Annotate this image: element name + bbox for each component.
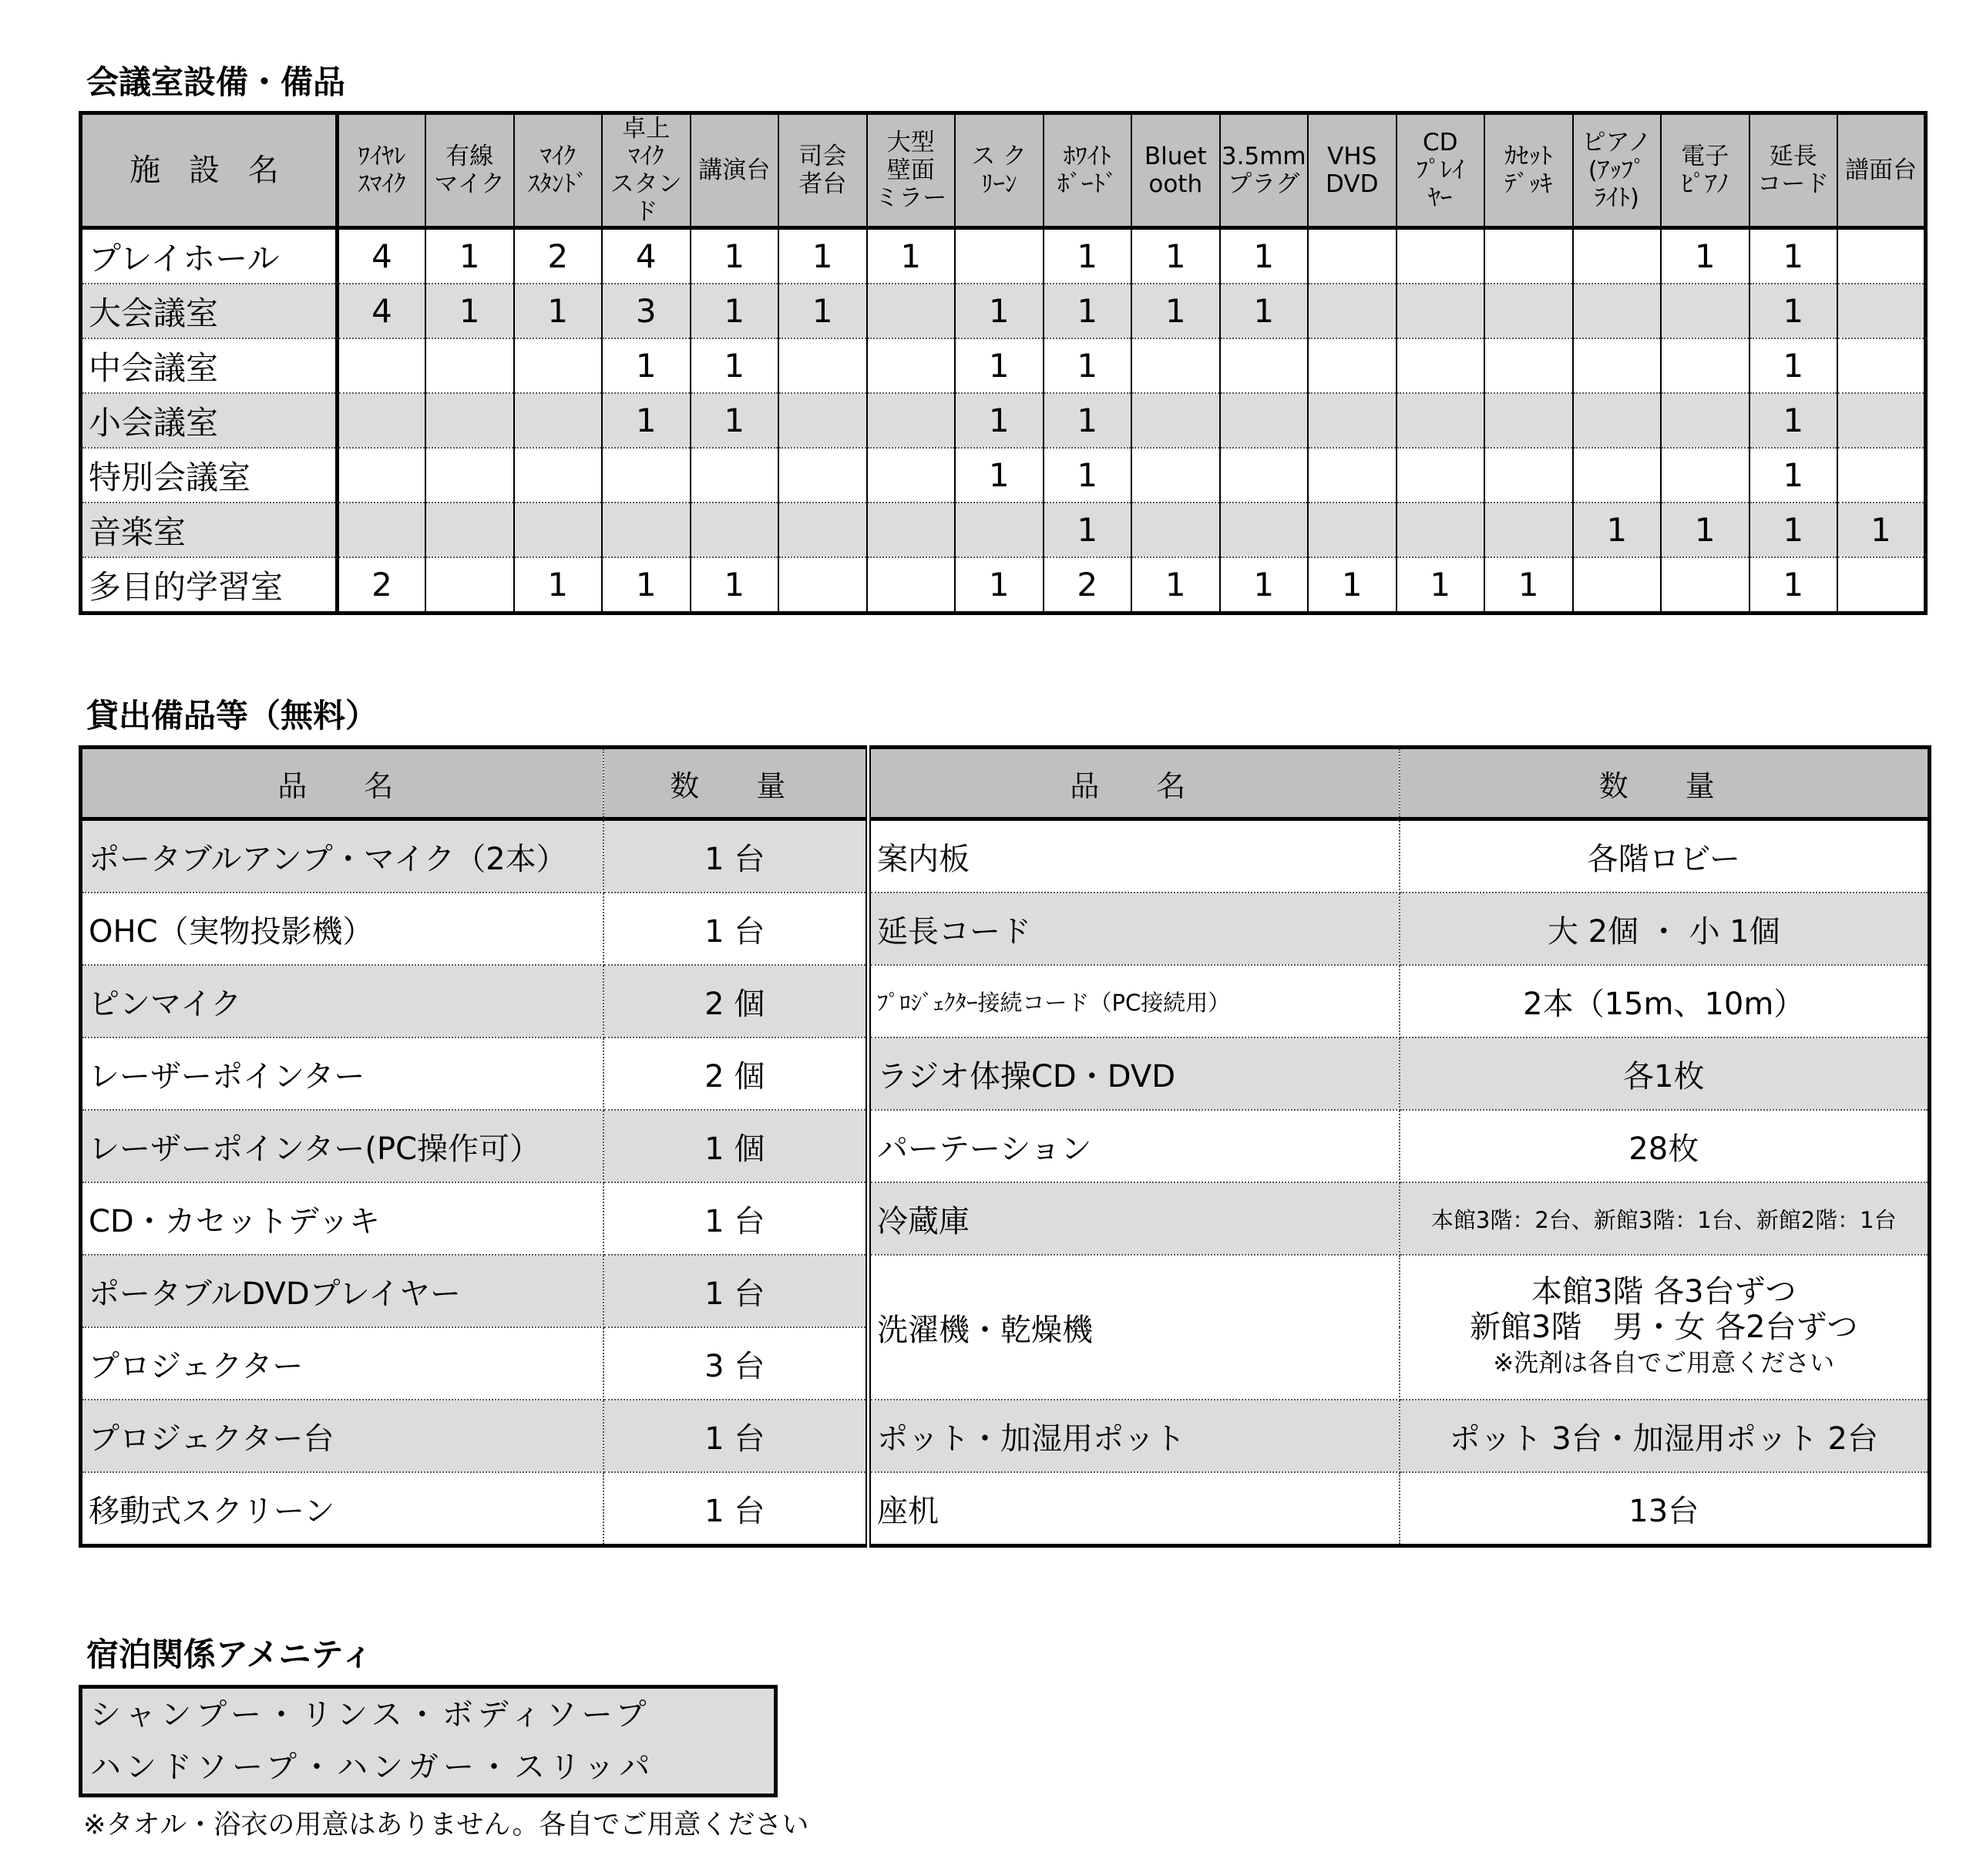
loan-item-quantity: 2 個: [603, 965, 869, 1037]
loan-item-name: プロジェクター: [81, 1327, 603, 1400]
equipment-count: [1220, 448, 1309, 503]
equipment-count: 1: [1397, 557, 1485, 614]
equipment-count: 1: [1220, 228, 1309, 284]
loan-item-quantity: 1 台: [603, 1255, 869, 1327]
equipment-count: 1: [691, 338, 779, 393]
equipment-count: 1: [1220, 557, 1309, 614]
loan-item-quantity: 2 個: [603, 1037, 869, 1110]
equipment-count: 2: [1044, 557, 1132, 614]
equipment-count: 4: [602, 228, 691, 284]
loan-item-name: レーザーポインター: [81, 1037, 603, 1110]
equipment-count: [867, 448, 956, 503]
equipment-count: [955, 228, 1044, 284]
equipment-count: 1: [1131, 284, 1220, 338]
table-row: [81, 893, 1930, 965]
loan-item-name: ラジオ体操CD・DVD: [869, 1037, 1400, 1110]
equipment-count: 1: [1220, 284, 1309, 338]
equipment-column-header: ﾎﾜｲﾄ ﾎﾞｰﾄﾞ: [1044, 113, 1132, 228]
loan-item-quantity: 1 台: [603, 819, 869, 893]
loan-item-quantity: ポット 3台・加湿用ポット 2台: [1400, 1400, 1930, 1472]
equipment-count: [514, 503, 603, 557]
item-name-header-right: 品 名: [869, 748, 1400, 819]
table-row: [81, 1255, 1930, 1327]
equipment-count: [867, 503, 956, 557]
loan-item-name: ポット・加湿用ポット: [869, 1400, 1400, 1472]
loan-item-quantity: 1 個: [603, 1110, 869, 1182]
equipment-count: 1: [1661, 228, 1749, 284]
equipment-count: [1573, 338, 1662, 393]
quantity-line: 新館3階 男・女 各2台ずつ: [1469, 1310, 1858, 1345]
facility-name: プレイホール: [81, 228, 338, 284]
loan-item-name: 延長コード: [869, 893, 1400, 965]
equipment-count: [1661, 448, 1749, 503]
loan-item-name: CD・カセットデッキ: [81, 1182, 603, 1255]
equipment-count: 2: [338, 557, 426, 614]
amenity-line: シャンプー・リンス・ボディソープ: [90, 1697, 651, 1733]
equipment-table: [79, 111, 1928, 615]
equipment-count: [425, 557, 514, 614]
equipment-count: [1573, 228, 1662, 284]
equipment-count: 1: [425, 284, 514, 338]
equipment-count: [1220, 503, 1309, 557]
loan-item-name: パーテーション: [869, 1110, 1400, 1182]
equipment-count: 1: [867, 228, 956, 284]
table-row: [81, 819, 1930, 893]
equipment-count: 1: [691, 393, 779, 448]
equipment-count: 1: [955, 338, 1044, 393]
equipment-count: [425, 503, 514, 557]
equipment-count: [867, 557, 956, 614]
equipment-column-header: 有線 マイク: [425, 113, 514, 228]
loan-item-name: 座机: [869, 1472, 1400, 1546]
equipment-count: 1: [602, 393, 691, 448]
equipment-column-header: ﾜｲﾔﾚ ｽﾏｲｸ: [338, 113, 426, 228]
equipment-count: 1: [691, 228, 779, 284]
equipment-count: [1484, 338, 1573, 393]
facility-name: 中会議室: [81, 338, 338, 393]
equipment-count: [778, 338, 867, 393]
equipment-count: 1: [1044, 284, 1132, 338]
equipment-count: 1: [691, 284, 779, 338]
equipment-count: 4: [338, 284, 426, 338]
loan-item-quantity: 本館3階：2台、新館3階：1台、新館2階：1台: [1400, 1182, 1930, 1255]
loan-item-name: ポータブルDVDプレイヤー: [81, 1255, 603, 1327]
loan-item-name: プロジェクター台: [81, 1400, 603, 1472]
equipment-count: [1397, 228, 1485, 284]
equipment-column-header: ﾏｲｸ ｽﾀﾝﾄﾞ: [514, 113, 603, 228]
equipment-count: [514, 448, 603, 503]
equipment-count: 1: [1837, 503, 1926, 557]
equipment-count: [1661, 338, 1749, 393]
equipment-count: [1661, 284, 1749, 338]
facility-name-header: 施 設 名: [81, 113, 338, 228]
amenity-line: ハンドソープ・ハンガー・スリッパ: [90, 1750, 655, 1785]
quantity-header-left: 数 量: [603, 748, 869, 819]
facility-name: 多目的学習室: [81, 557, 338, 614]
equipment-count: 1: [425, 228, 514, 284]
equipment-count: [1397, 393, 1485, 448]
equipment-count: [867, 393, 956, 448]
loan-item-quantity: 各階ロビー: [1400, 819, 1930, 893]
equipment-count: 1: [1749, 228, 1838, 284]
equipment-section-title: 会議室設備・備品: [86, 63, 346, 101]
loan-section-title: 貸出備品等（無料）: [86, 697, 378, 735]
quantity-note: ※洗剤は各自でご用意ください: [1493, 1348, 1835, 1377]
loan-item-quantity: 大 2個 ・ 小 1個: [1400, 893, 1930, 965]
loan-item-name: ﾌﾟﾛｼﾞｪｸﾀｰ接続コード（PC接続用）: [869, 965, 1400, 1037]
facility-name: 音楽室: [81, 503, 338, 557]
equipment-count: 1: [1308, 557, 1397, 614]
equipment-count: [338, 503, 426, 557]
equipment-count: 1: [1044, 393, 1132, 448]
equipment-count: 1: [602, 338, 691, 393]
equipment-count: [1308, 284, 1397, 338]
equipment-column-header: 延長 コード: [1749, 113, 1838, 228]
table-row: [81, 448, 1926, 503]
equipment-count: 1: [1044, 503, 1132, 557]
equipment-count: 1: [514, 557, 603, 614]
equipment-count: 1: [1484, 557, 1573, 614]
equipment-count: [1573, 448, 1662, 503]
equipment-count: [778, 557, 867, 614]
equipment-count: [778, 393, 867, 448]
loan-item-quantity: 13台: [1400, 1472, 1930, 1546]
quantity-header-right: 数 量: [1400, 748, 1930, 819]
equipment-count: [1837, 228, 1926, 284]
table-row: [81, 965, 1930, 1037]
equipment-count: [1484, 448, 1573, 503]
equipment-count: [1397, 338, 1485, 393]
equipment-count: [1131, 448, 1220, 503]
equipment-count: 1: [778, 228, 867, 284]
equipment-count: [1308, 338, 1397, 393]
equipment-column-header: ス ク ﾘｰﾝ: [955, 113, 1044, 228]
table-row: [81, 1472, 1930, 1546]
amenity-note: ※タオル・浴衣の用意はありません。各自でご用意ください: [83, 1810, 809, 1841]
equipment-count: 1: [955, 284, 1044, 338]
equipment-count: [425, 338, 514, 393]
equipment-count: 1: [1573, 503, 1662, 557]
equipment-count: [1661, 393, 1749, 448]
equipment-count: [514, 393, 603, 448]
equipment-column-header: ピアノ (ｱｯﾌﾟ ﾗｲﾄ): [1573, 113, 1662, 228]
loan-items-table: [79, 745, 1931, 1548]
equipment-count: 2: [514, 228, 603, 284]
loan-item-quantity: 1 台: [603, 1400, 869, 1472]
equipment-count: [1573, 557, 1662, 614]
equipment-count: [1220, 393, 1309, 448]
loan-item-quantity: 1 台: [603, 893, 869, 965]
loan-item-name: ピンマイク: [81, 965, 603, 1037]
equipment-count: [1131, 393, 1220, 448]
equipment-column-header: 3.5mm プラグ: [1220, 113, 1309, 228]
equipment-count: 1: [514, 284, 603, 338]
equipment-count: [867, 338, 956, 393]
equipment-count: 1: [1044, 448, 1132, 503]
equipment-count: [602, 503, 691, 557]
table-row: [81, 1400, 1930, 1472]
equipment-count: 1: [1749, 284, 1838, 338]
table-row: [81, 503, 1926, 557]
equipment-count: [338, 393, 426, 448]
equipment-count: 1: [1661, 503, 1749, 557]
equipment-count: 1: [1131, 557, 1220, 614]
equipment-count: [338, 338, 426, 393]
equipment-column-header: ｶｾｯﾄ ﾃﾞｯｷ: [1484, 113, 1573, 228]
table-row: [81, 557, 1926, 614]
equipment-count: [1573, 284, 1662, 338]
loan-item-name: 案内板: [869, 819, 1400, 893]
equipment-count: 1: [602, 557, 691, 614]
equipment-count: [778, 503, 867, 557]
equipment-count: [1308, 503, 1397, 557]
equipment-count: 1: [1131, 228, 1220, 284]
equipment-count: [1308, 228, 1397, 284]
amenity-box: [79, 1685, 778, 1797]
table-row: [81, 393, 1926, 448]
loan-item-quantity: 1 台: [603, 1182, 869, 1255]
loan-item-name: ポータブルアンプ・マイク（2本）: [81, 819, 603, 893]
equipment-count: [1484, 503, 1573, 557]
item-name-header-left: 品 名: [81, 748, 603, 819]
equipment-count: [1484, 284, 1573, 338]
table-row: [81, 228, 1926, 284]
equipment-count: [1837, 448, 1926, 503]
equipment-count: 1: [1749, 393, 1838, 448]
equipment-column-header: 電子 ﾋﾟｱﾉ: [1661, 113, 1749, 228]
equipment-count: 1: [1749, 448, 1838, 503]
loan-item-quantity: 2本（15m、10m）: [1400, 965, 1930, 1037]
amenity-section-title: 宿泊関係アメニティ: [86, 1636, 374, 1673]
equipment-count: [1484, 393, 1573, 448]
equipment-count: 1: [955, 448, 1044, 503]
equipment-count: [1397, 284, 1485, 338]
loan-item-quantity: 各1枚: [1400, 1037, 1930, 1110]
quantity-line: 本館3階 各3台ずつ: [1531, 1274, 1797, 1310]
table-row: [81, 1110, 1930, 1182]
loan-item-name: 洗濯機・乾燥機: [869, 1255, 1400, 1400]
equipment-column-header: 司会 者台: [778, 113, 867, 228]
equipment-count: [1837, 557, 1926, 614]
equipment-count: [691, 503, 779, 557]
equipment-count: 1: [1749, 338, 1838, 393]
equipment-count: 1: [1749, 557, 1838, 614]
equipment-count: [1837, 338, 1926, 393]
equipment-count: [1837, 284, 1926, 338]
equipment-column-header: VHS DVD: [1308, 113, 1397, 228]
table-row: [81, 338, 1926, 393]
equipment-count: 1: [1749, 503, 1838, 557]
equipment-column-header: CD ﾌﾟﾚｲ ﾔｰ: [1397, 113, 1485, 228]
equipment-column-header: Bluet ooth: [1131, 113, 1220, 228]
loan-item-name: OHC（実物投影機）: [81, 893, 603, 965]
equipment-count: 1: [955, 557, 1044, 614]
equipment-count: 3: [602, 284, 691, 338]
equipment-column-header: 講演台: [691, 113, 779, 228]
equipment-count: [1573, 393, 1662, 448]
facility-name: 特別会議室: [81, 448, 338, 503]
loan-item-quantity: 1 台: [603, 1472, 869, 1546]
equipment-count: [338, 448, 426, 503]
equipment-count: [1308, 393, 1397, 448]
equipment-count: 1: [691, 557, 779, 614]
equipment-count: [691, 448, 779, 503]
equipment-column-header: 卓上 ﾏｲｸ スタン ド: [602, 113, 691, 228]
equipment-count: 1: [778, 284, 867, 338]
table-row: [81, 284, 1926, 338]
table-row: [81, 1182, 1930, 1255]
equipment-count: [425, 393, 514, 448]
facility-name: 大会議室: [81, 284, 338, 338]
loan-item-quantity: 28枚: [1400, 1110, 1930, 1182]
equipment-column-header: 譜面台: [1837, 113, 1926, 228]
loan-item-quantity: [1400, 1255, 1930, 1400]
equipment-count: [1308, 448, 1397, 503]
table-row: [81, 1037, 1930, 1110]
equipment-count: [602, 448, 691, 503]
equipment-count: [1131, 503, 1220, 557]
loan-item-quantity: 3 台: [603, 1327, 869, 1400]
equipment-count: 1: [955, 393, 1044, 448]
loan-item-name: レーザーポインター(PC操作可）: [81, 1110, 603, 1182]
equipment-count: [955, 503, 1044, 557]
equipment-count: 1: [1044, 338, 1132, 393]
loan-item-name: 移動式スクリーン: [81, 1472, 603, 1546]
loan-item-name: 冷蔵庫: [869, 1182, 1400, 1255]
facility-name: 小会議室: [81, 393, 338, 448]
equipment-count: [1661, 557, 1749, 614]
equipment-column-header: 大型 壁面 ミラー: [867, 113, 956, 228]
equipment-count: 4: [338, 228, 426, 284]
equipment-count: [425, 448, 514, 503]
equipment-count: [1484, 228, 1573, 284]
equipment-count: [778, 448, 867, 503]
equipment-count: [1220, 338, 1309, 393]
equipment-count: 1: [1044, 228, 1132, 284]
equipment-count: [514, 338, 603, 393]
equipment-count: [1837, 393, 1926, 448]
equipment-count: [1397, 448, 1485, 503]
equipment-count: [1397, 503, 1485, 557]
equipment-count: [1131, 338, 1220, 393]
equipment-count: [867, 284, 956, 338]
